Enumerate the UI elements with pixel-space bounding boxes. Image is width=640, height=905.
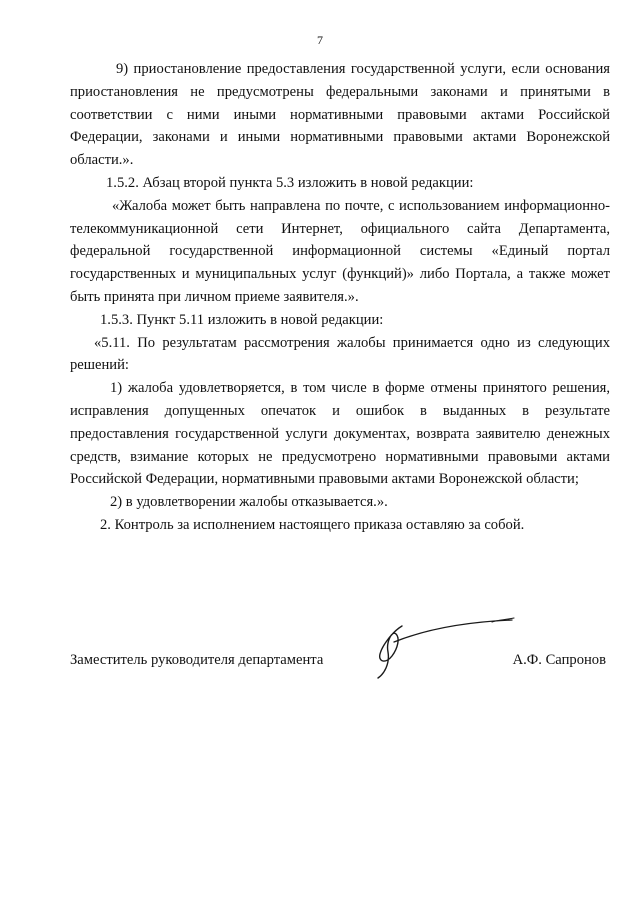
- paragraph-control: 2. Контроль за исполнением настоящего приказа оставляю за собой.: [100, 516, 525, 533]
- paragraph-complaint-text: «Жалоба может быть направлена по почте, с использованием информационно-телекоммуникационной сети Интернет, официального сайта Департамента, федеральной государственной информационной системы «Единый портал государственных и муниципальных услуг (функций)» либо Портала, а также может быть принята при личном приеме заявителя.».: [70, 197, 610, 305]
- paragraph-decision-1: 1) жалоба удовлетворяется, в том числе в форме отмены принятого решения, исправления допущенных опечаток и ошибок в выданных в результате предоставления государственной услуги документах, возврата заявителю денежных средств, взимание которых не предусмотрено нормативными правовыми актами Российской Федерации, нормативными правовыми актами Воронежской области;: [70, 380, 610, 488]
- paragraph-item-9: 9) приостановление предоставления государственной услуги, если основания приостановления не предусмотрены федеральными законами и принятыми в соответствии с ними иными нормативными правовыми актами Российской Федерации, законами и иными нормативными правовыми актами Воронежской области.».: [70, 61, 610, 169]
- page-number: 7: [317, 33, 323, 47]
- paragraph-1-5-2: 1.5.2. Абзац второй пункта 5.3 изложить в новой редакции:: [106, 174, 474, 191]
- signatory-name: А.Ф. Сапронов: [512, 652, 606, 668]
- paragraph-1-5-3: 1.5.3. Пункт 5.11 изложить в новой редакции:: [100, 311, 384, 328]
- signatory-position: Заместитель руководителя департамента: [70, 652, 324, 668]
- paragraph-decision-2: 2) в удовлетворении жалобы отказывается.».: [110, 494, 388, 511]
- document-body: [70, 58, 610, 537]
- paragraph-5-11: «5.11. По результатам рассмотрения жалобы принимается одно из следующих решений:: [70, 334, 610, 374]
- handwritten-signature: [364, 612, 524, 682]
